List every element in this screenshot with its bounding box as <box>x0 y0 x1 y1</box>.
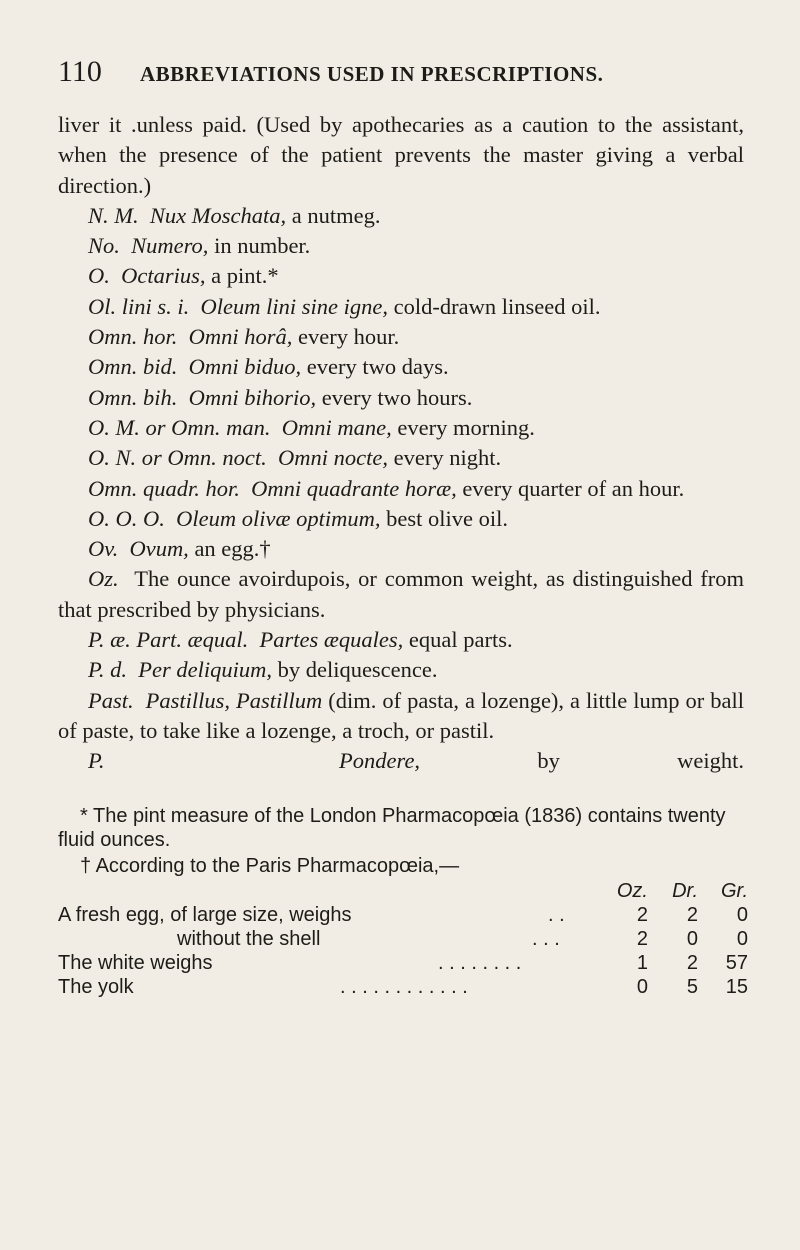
entry-omni-quadrante <box>58 474 744 504</box>
entry-abbr: O. M. or Omn. man. <box>88 414 271 440</box>
entry-definition: every morning. <box>391 414 535 440</box>
entry-term: Omni mane, <box>281 414 392 440</box>
entry-definition: every night. <box>387 445 502 471</box>
entry-oleum-olivae <box>58 504 744 534</box>
entry-term: Omni bihorio, <box>188 384 317 410</box>
table-row <box>58 927 748 951</box>
entry-term: Pondere, <box>339 748 421 774</box>
entry-definition: equal parts. <box>403 627 513 653</box>
row-label: The white weighs <box>58 952 213 974</box>
entry-definition: The ounce avoirdupois, or common weight, as distinguished from that prescribed by physicians. <box>58 566 744 622</box>
entry-abbr: N. M. <box>88 202 139 228</box>
entry-definition: (dim. of pasta, a lozenge), a little lump or ball of paste, to take like a lozenge, a troch, or pastil. <box>58 687 745 743</box>
entry-definition: best olive oil. <box>380 505 508 531</box>
table-header-row <box>58 879 748 903</box>
entry-term: Omni quadrante horæ, <box>251 475 457 501</box>
entry-omni-hora <box>58 322 744 352</box>
entry-nux-moschata <box>58 201 744 231</box>
cell-gr: 57 <box>725 952 748 974</box>
cell-dr: 2 <box>686 904 698 926</box>
entry-term: Numero, <box>131 233 209 259</box>
entry-abbr: No. <box>88 233 120 259</box>
row-label: A fresh egg, of large size, weighs <box>58 904 352 926</box>
entry-abbr: Past. <box>88 687 134 713</box>
entry-term: Partes æquales, <box>259 627 404 653</box>
entry-term: Octarius, <box>121 263 206 289</box>
row-leader: . . . . . . . . <box>438 952 522 974</box>
entry-partes-aequales <box>58 625 744 655</box>
entry-pondere <box>58 746 744 807</box>
entry-abbr: Omn. hor. <box>88 324 178 350</box>
entry-oleum-lini <box>58 292 744 322</box>
table-row <box>58 903 748 927</box>
table-row <box>58 951 748 975</box>
entry-definition: every quarter of an hour. <box>456 475 685 501</box>
entry-term: Nux Moschata, <box>149 202 287 228</box>
cell-dr: 5 <box>686 976 698 998</box>
entry-definition: an egg.† <box>188 536 271 562</box>
entry-definition: by deliquescence. <box>271 657 438 683</box>
entry-abbr: Ov. <box>88 536 119 562</box>
cell-oz: 2 <box>636 904 648 926</box>
page-header <box>58 52 748 92</box>
entry-pastillus <box>58 686 744 747</box>
entry-definition: a pint.* <box>205 263 279 289</box>
cell-gr: 0 <box>736 904 748 926</box>
table-row <box>58 975 748 999</box>
entry-term: Omni horâ, <box>188 324 293 350</box>
entry-definition: a nutmeg. <box>286 202 381 228</box>
entry-abbr: Omn. bid. <box>88 354 178 380</box>
entry-term: Pastillus, Pastillum <box>145 687 323 713</box>
cell-gr: 15 <box>725 976 748 998</box>
entry-omni-mane <box>58 413 744 443</box>
entry-abbr: Oz. <box>88 566 119 592</box>
footnote-pint <box>58 804 748 852</box>
entry-abbr: P. d. <box>88 657 127 683</box>
entry-ounce <box>58 564 744 625</box>
entry-term: Omni biduo, <box>188 354 302 380</box>
entry-term: Ovum, <box>129 536 189 562</box>
page-number: 110 <box>58 55 102 88</box>
entry-numero <box>58 231 744 261</box>
cell-dr: 2 <box>686 952 698 974</box>
egg-weight-table <box>58 879 748 999</box>
entry-omni-biduo <box>58 352 744 382</box>
column-header-gr: Gr. <box>720 880 748 902</box>
row-label: without the shell <box>177 928 321 950</box>
entry-abbr: O. N. or Omn. noct. <box>88 445 267 471</box>
entry-definition: every hour. <box>292 324 400 350</box>
row-label: The yolk <box>58 976 134 998</box>
intro-paragraph: liver it .unless paid. (Used by apothecaries as a caution to the assistant, when the presence of the patient prevents the master giving a verbal direction.) <box>58 112 744 198</box>
entry-per-deliquium <box>58 655 744 685</box>
entry-definition: every two days. <box>301 354 449 380</box>
footnote-pint-text: * The pint measure of the London Pharmacopœia (1836) contains twenty fluid ounces. <box>58 805 726 851</box>
entry-definition: by weight. <box>420 748 744 774</box>
cell-oz: 1 <box>636 952 648 974</box>
entry-octarius <box>58 261 744 291</box>
row-leader: . . . . . . . . . . . . <box>340 976 468 998</box>
entry-definition: in number. <box>208 233 311 259</box>
entry-definition: cold-drawn linseed oil. <box>388 293 601 319</box>
entry-term: Per deliquium, <box>138 657 272 683</box>
entry-abbr: Omn. quadr. hor. <box>88 475 240 501</box>
running-title: ABBREVIATIONS USED IN PRESCRIPTIONS. <box>140 62 604 86</box>
footnote-paris <box>58 854 748 878</box>
entry-abbr: Ol. lini s. i. <box>88 293 190 319</box>
entry-abbr: P. æ. Part. æqual. <box>88 627 249 653</box>
entry-omni-bihorio <box>58 383 744 413</box>
entry-abbr: Omn. bih. <box>88 384 178 410</box>
entry-omni-nocte <box>58 443 744 473</box>
entry-abbr: O. <box>88 263 110 289</box>
entry-abbr: O. O. O. <box>88 505 165 531</box>
cell-oz: 2 <box>636 928 648 950</box>
row-leader: . . <box>548 904 565 926</box>
entry-term: Oleum olivæ optimum, <box>176 505 381 531</box>
cell-gr: 0 <box>736 928 748 950</box>
entry-abbr: P. <box>88 748 105 774</box>
footnote-paris-text: † According to the Paris Pharmacopœia,— <box>80 855 460 877</box>
entry-term: Oleum lini sine igne, <box>200 293 388 319</box>
column-header-oz: Oz. <box>616 880 648 902</box>
column-header-dr: Dr. <box>672 880 698 902</box>
body-text <box>58 110 744 807</box>
entry-definition: every two hours. <box>316 384 473 410</box>
entry-term: Omni nocte, <box>278 445 388 471</box>
cell-dr: 0 <box>686 928 698 950</box>
cell-oz: 0 <box>636 976 648 998</box>
row-leader: . . . <box>532 928 560 950</box>
entry-ovum <box>58 534 744 564</box>
